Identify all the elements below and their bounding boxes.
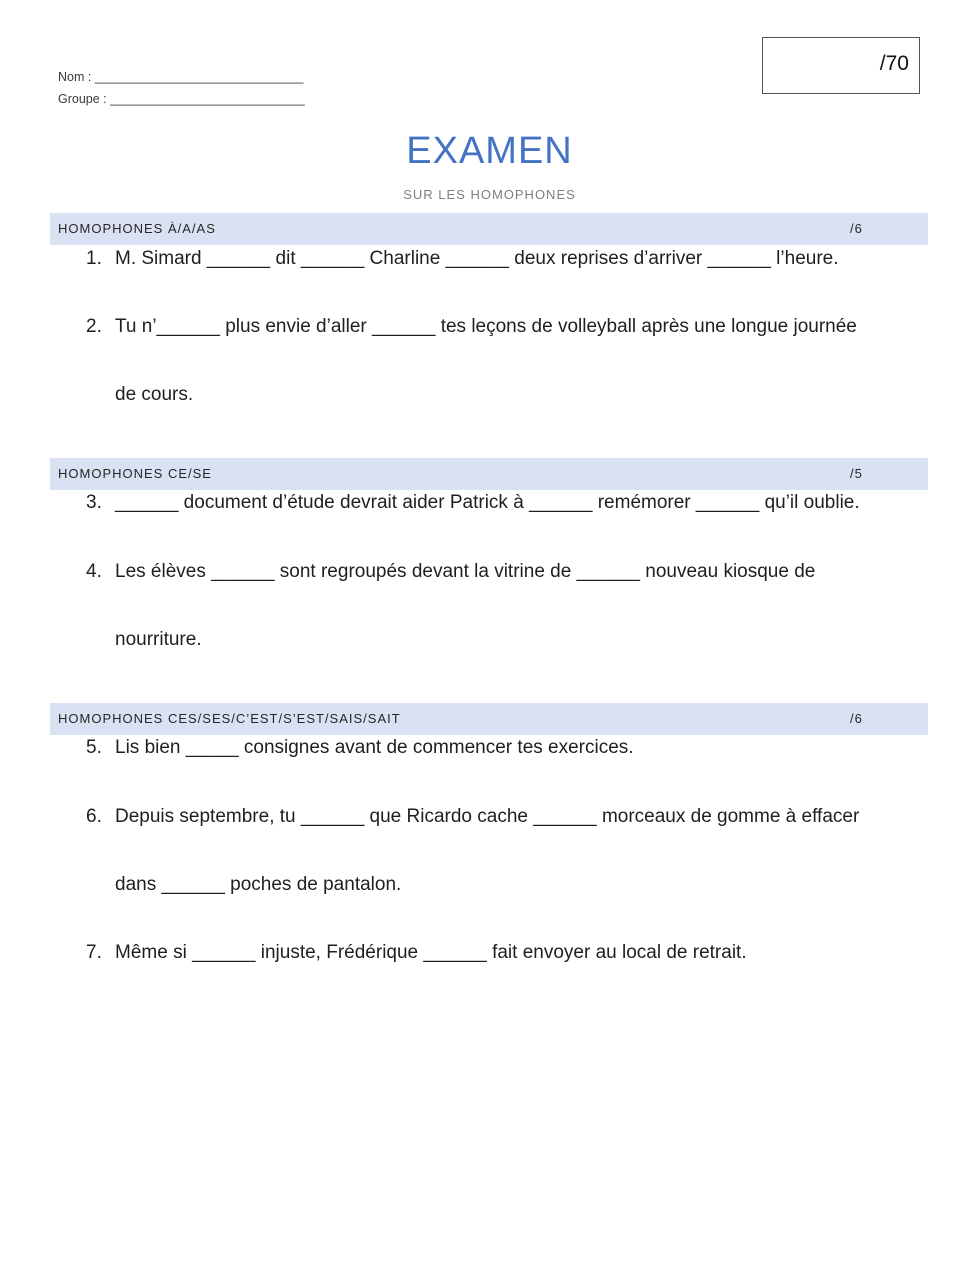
page-subtitle: SUR LES HOMOPHONES (403, 187, 576, 202)
question-text: Tu n’______ plus envie d’aller ______ tes leçons de volleyball après une longue journée (115, 316, 857, 337)
section-title: HOMOPHONES CES/SES/C’EST/S’EST/SAIS/SAIT (58, 711, 401, 726)
question-text: M. Simard ______ dit ______ Charline ______ deux reprises d’arriver ______ l’heure. (115, 248, 839, 269)
total-score: /70 (879, 52, 909, 75)
section-header-ces-ses (50, 703, 928, 735)
question-7 (86, 942, 747, 964)
question-2 (86, 316, 857, 338)
question-6 (86, 806, 859, 828)
question-number: 6. (86, 806, 102, 827)
question-text: Les élèves ______ sont regroupés devant la vitrine de ______ nouveau kiosque de (115, 561, 816, 582)
page-title: EXAMEN (406, 130, 573, 172)
student-info (58, 66, 305, 110)
question-number: 7. (86, 942, 102, 963)
section-header-a (50, 213, 928, 245)
question-6-continuation: dans ______ poches de pantalon. (115, 874, 402, 895)
question-1 (86, 248, 839, 270)
question-number: 2. (86, 316, 102, 337)
question-number: 1. (86, 248, 102, 269)
question-number: 4. (86, 561, 102, 582)
question-text: Depuis septembre, tu ______ que Ricardo cache ______ morceaux de gomme à effacer (115, 806, 860, 827)
section-score: /5 (850, 466, 863, 481)
groupe-field[interactable]: Groupe : ____________________________ (58, 92, 305, 106)
question-4-continuation: nourriture. (115, 629, 202, 650)
section-title: HOMOPHONES CE/SE (58, 466, 212, 481)
question-5 (86, 737, 634, 759)
question-3 (86, 492, 860, 514)
section-score: /6 (850, 711, 863, 726)
nom-field[interactable]: Nom : ______________________________ (58, 70, 304, 84)
question-text: Lis bien _____ consignes avant de commencer tes exercices. (115, 737, 634, 758)
question-2-continuation: de cours. (115, 384, 194, 405)
question-text: ______ document d’étude devrait aider Patrick à ______ remémorer ______ qu’il oublie. (115, 492, 860, 513)
section-title: HOMOPHONES À/A/AS (58, 221, 216, 236)
section-header-ce-se (50, 458, 928, 490)
question-4 (86, 561, 815, 583)
question-number: 5. (86, 737, 102, 758)
total-score-box (762, 37, 920, 94)
question-number: 3. (86, 492, 102, 513)
section-score: /6 (850, 221, 863, 236)
question-text: Même si ______ injuste, Frédérique ______ fait envoyer au local de retrait. (115, 942, 747, 963)
